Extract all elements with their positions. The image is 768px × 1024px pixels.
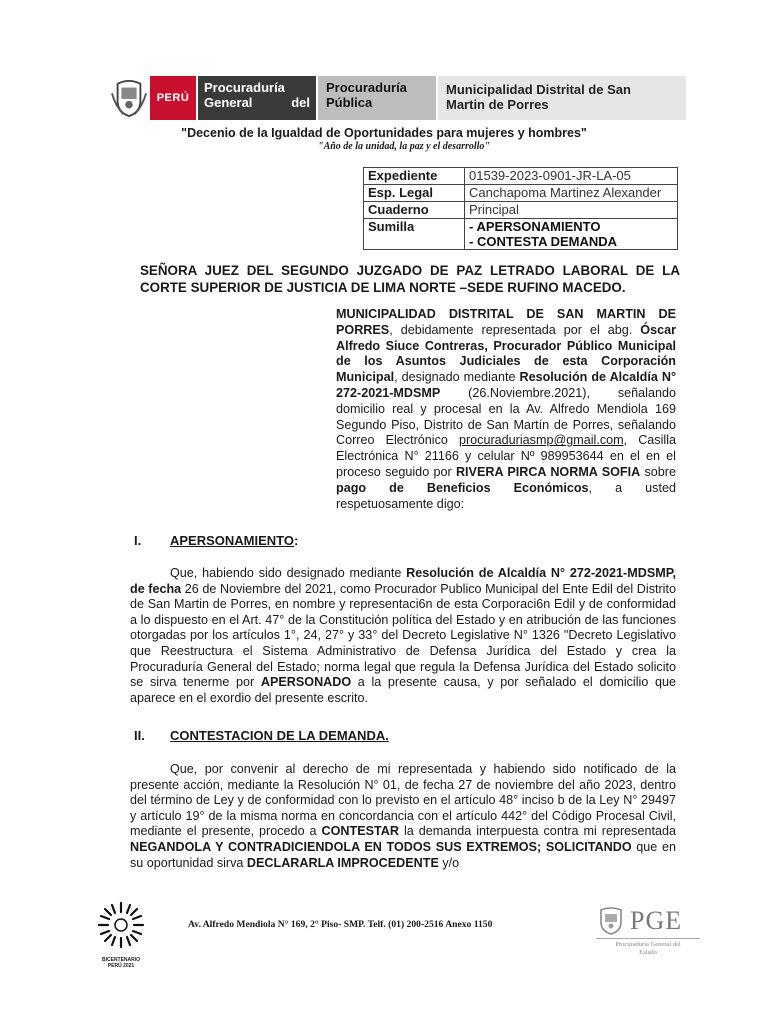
para-text: CONTESTAR <box>321 824 399 839</box>
bicentenario-logo <box>94 900 148 969</box>
intro-text: , Casilla Electrónica N° 21166 y celular Nº 989953644 en el en el proceso seguido por <box>336 433 676 479</box>
meta-key: Expediente <box>364 168 465 185</box>
meta-key: Sumilla <box>364 219 465 250</box>
intro-text: Resolución de Alcaldía N° 272-2021-MDSMP <box>336 370 676 400</box>
pge-subtitle-line: Estado <box>639 949 657 956</box>
intro-text: , designado mediante <box>394 370 520 385</box>
intro-paragraph <box>336 307 676 512</box>
para-text: a la presente causa, y por señalado el domicilio que aparece en el exordio del presente escrito. <box>130 675 676 705</box>
paragraph-contestacion <box>130 762 676 871</box>
table-row <box>364 219 678 250</box>
meta-value-sumilla <box>465 219 678 250</box>
meta-value: Canchapoma Martinez Alexander <box>465 185 678 202</box>
section-colon: : <box>294 533 299 548</box>
para-text: 26 de Noviembre del 2021, como Procurador Publico Municipal del Ente Edil del Distrito de San Martin de Porres, en nombre y representaci6n de esta Corporaci6n Edil y de conformidad a lo dispuesto en el Art. 47° de la Constitución política del Estado y en atribución de las funciones otorgadas por los artículos 1°, 24, 27° y 33° del Decreto Legislative N° 1326 "Decreto Legislativo que Reestructura el Sistema Administrativo de Defensa Jurídica del Estado y crea la Procuraduría General del Estado; norma legal que regula la Defensa Jurídica del Estado solicito se sirva tenerme por <box>130 581 676 690</box>
banner-b1-line1: Procuraduría <box>204 80 285 95</box>
sumilla-item: - CONTESTA DEMANDA <box>469 234 618 249</box>
pge-logo <box>596 906 700 957</box>
logo-label-line: PERÚ 2021 <box>107 963 135 969</box>
pge-shield-icon <box>596 906 626 936</box>
intro-text: sobre <box>640 464 676 479</box>
intro-text: Óscar Alfredo Siuce Contreras, Procurador Público Municipal de los Asuntos Judiciales de esta Corporación Municipal <box>336 322 676 385</box>
meta-value: Principal <box>465 202 678 219</box>
intro-text: RIVERA PIRCA NORMA SOFIA <box>455 464 641 479</box>
table-row <box>364 185 678 202</box>
institution-banner <box>108 76 686 120</box>
peru-label: PERÚ <box>150 76 198 120</box>
para-text: la demanda interpuesta contra mi representada <box>398 824 676 839</box>
section-heading-2 <box>134 728 389 743</box>
para-text: Que, por convenir al derecho de mi representada y habiendo sido notificado de la presente acción, mediante la Resolución N° 01, de fecha 27 de noviembre del año 2023, dentro del término de Ley y de conformidad con lo previsto en el artículo 48° inciso b de la Ley N° 29497 y artículo 19° de la misma norma en concordancia con el artículo 442° del Código Procesal Civil, mediante el presente, procedo a <box>130 762 676 839</box>
table-row <box>364 168 678 185</box>
para-text: y/o <box>438 855 460 870</box>
section-number: II. <box>134 728 145 743</box>
sumilla-item: - APERSONAMIENTO <box>469 219 601 234</box>
bicentenario-label <box>94 957 148 969</box>
intro-text: MUNICIPALIDAD DISTRITAL DE SAN MARTIN DE PORRES <box>336 307 676 337</box>
para-text: APERSONADO <box>260 675 352 690</box>
para-text: Resolución de Alcaldía N° 272-2021-MDSMP, de fecha <box>130 566 676 596</box>
decenio-motto: "Decenio de la Igualdad de Oportunidades para mujeres y hombres" <box>181 126 587 140</box>
banner-municipalidad <box>438 76 686 120</box>
banner-procuraduria-publica <box>318 76 436 120</box>
section-title: CONTESTACION DE LA DEMANDA. <box>170 728 389 743</box>
intro-text: pago de Beneficios Económicos <box>336 480 589 495</box>
pge-subtitle <box>596 938 700 957</box>
email-link[interactable]: procuraduriasmp@gmail.com <box>458 433 624 448</box>
section-heading-1 <box>134 533 298 548</box>
footer-address: Av. Alfredo Mendiola N° 169, 2° Piso- SMP. Telf. (01) 200-2516 Anexo 1150 <box>188 919 493 930</box>
banner-b2-line1: Procuraduría <box>326 80 407 95</box>
banner-procuraduria-general <box>198 76 316 120</box>
banner-b3-line1: Municipalidad Distrital de San <box>446 82 631 97</box>
intro-text: , a usted respetuosamente digo: <box>336 480 676 511</box>
pge-text: PGE <box>630 906 683 935</box>
table-row <box>364 202 678 219</box>
year-motto: "Año de la unidad, la paz y el desarrollo" <box>318 141 490 152</box>
para-text: que en su oportunidad sirva <box>130 839 676 870</box>
para-text: NEGANDOLA Y CONTRADICIENDOLA EN TODOS SUS EXTREMOS; SOLICITANDO <box>130 839 632 854</box>
peru-coat-of-arms-icon <box>108 76 150 120</box>
paragraph-apersonamiento <box>130 566 676 706</box>
meta-key: Cuaderno <box>364 202 465 219</box>
intro-text: , debidamente representada por el abg. <box>389 322 641 337</box>
intro-text: (26.Noviembre.2021), señalando domicilio real y procesal en la Av. Alfredo Mendiola 169 Segundo Piso, Distrito de San Martín de Porres, señalando Correo Electrónico <box>336 385 676 448</box>
banner-b3-line2: Martin de Porres <box>446 97 549 112</box>
section-title: APERSONAMIENTO <box>170 533 294 548</box>
para-text: DECLARARLA IMPROCEDENTE <box>246 855 439 870</box>
section-number: I. <box>134 533 142 548</box>
case-metadata-table <box>363 167 678 250</box>
meta-value: 01539-2023-0901-JR-LA-05 <box>465 168 678 185</box>
court-address-heading: SEÑORA JUEZ DEL SEGUNDO JUZGADO DE PAZ LETRADO LABORAL DE LA CORTE SUPERIOR DE JUSTICIA DE LIMA NORTE –SEDE RUFINO MACEDO. <box>140 263 680 295</box>
banner-b1-line2b: del <box>291 95 310 110</box>
logo-label-line: BICENTENARIO <box>101 957 141 963</box>
meta-key: Esp. Legal <box>364 185 465 202</box>
pge-subtitle-line: Procuraduría General del <box>615 941 681 948</box>
banner-b2-line2: Pública <box>326 95 373 110</box>
bicentenario-sun-icon <box>96 900 146 950</box>
para-text: Que, habiendo sido designado mediante <box>170 566 407 580</box>
banner-b1-line2a: General <box>204 95 253 110</box>
